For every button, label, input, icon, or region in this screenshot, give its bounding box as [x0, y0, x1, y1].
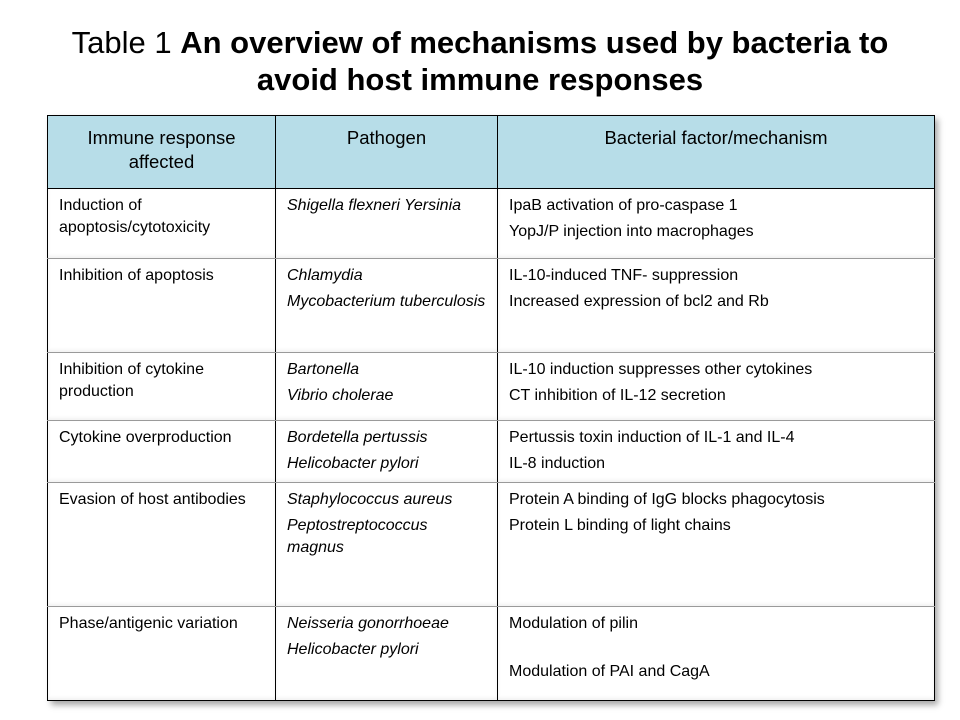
mechanism-text: Pertussis toxin induction of IL-1 and IL-4 — [509, 429, 795, 446]
mechanism-cell — [498, 483, 935, 607]
table-row — [48, 259, 935, 353]
mechanism-cell — [498, 189, 935, 259]
pathogen-name: Helicobacter pylori — [287, 641, 419, 658]
table-row — [48, 607, 935, 701]
response-cell: Cytokine overproduction — [48, 421, 276, 483]
mechanism-text: IpaB activation of pro-caspase 1 — [509, 197, 738, 214]
pathogen-name: Vibrio cholerae — [287, 387, 394, 404]
pathogen-name: Chlamydia — [287, 267, 363, 284]
title-main: An overview of mechanisms used by bacteria to avoid host immune responses — [180, 25, 889, 97]
column-header-mechanism: Bacterial factor/mechanism — [498, 116, 935, 189]
mechanism-text: Modulation of pilin — [509, 615, 638, 632]
mechanism-cell — [498, 353, 935, 421]
mechanism-text: IL-8 induction — [509, 455, 606, 472]
mechanism-cell — [498, 259, 935, 353]
response-cell: Inhibition of apoptosis — [48, 259, 276, 353]
pathogen-cell — [276, 421, 498, 483]
pathogen-cell — [276, 483, 498, 607]
mechanism-text: Protein A binding of IgG blocks phagocytosis — [509, 491, 825, 508]
response-cell: Induction of apoptosis/cytotoxicity — [48, 189, 276, 259]
table-container — [47, 115, 934, 701]
header-row — [48, 116, 935, 189]
slide-title — [40, 24, 920, 98]
table-row — [48, 483, 935, 607]
pathogen-name: Shigella flexneri Yersinia — [287, 197, 462, 214]
pathogen-cell — [276, 189, 498, 259]
pathogen-name: Peptostreptococcus magnus — [287, 517, 428, 556]
title-prefix: Table 1 — [71, 25, 172, 60]
response-cell: Phase/antigenic variation — [48, 607, 276, 701]
pathogen-cell — [276, 607, 498, 701]
mechanism-text: Increased expression of bcl2 and Rb — [509, 293, 769, 310]
pathogen-name: Neisseria gonorrhoeae — [287, 615, 449, 632]
mechanism-cell — [498, 607, 935, 701]
mechanism-text: CT inhibition of IL-12 secretion — [509, 387, 726, 404]
table-row — [48, 421, 935, 483]
pathogen-cell — [276, 259, 498, 353]
pathogen-name: Mycobacterium tuberculosis — [287, 293, 486, 310]
column-header-immune-response: Immune response affected — [48, 116, 276, 189]
mechanism-text: Protein L binding of light chains — [509, 517, 731, 534]
pathogen-cell — [276, 353, 498, 421]
table-row — [48, 189, 935, 259]
table-row — [48, 353, 935, 421]
response-cell: Evasion of host antibodies — [48, 483, 276, 607]
response-cell: Inhibition of cytokine production — [48, 353, 276, 421]
mechanism-cell — [498, 421, 935, 483]
pathogen-name: Bordetella pertussis — [287, 429, 428, 446]
mechanism-text: Modulation of PAI and CagA — [509, 663, 710, 680]
overview-table — [47, 115, 935, 701]
pathogen-name: Helicobacter pylori — [287, 455, 419, 472]
mechanism-text: IL-10 induction suppresses other cytokines — [509, 361, 813, 378]
mechanism-text: IL-10-induced TNF- suppression — [509, 267, 739, 284]
mechanism-text: YopJ/P injection into macrophages — [509, 223, 754, 240]
pathogen-name: Bartonella — [287, 361, 360, 378]
pathogen-name: Staphylococcus aureus — [287, 491, 453, 508]
column-header-pathogen: Pathogen — [276, 116, 498, 189]
